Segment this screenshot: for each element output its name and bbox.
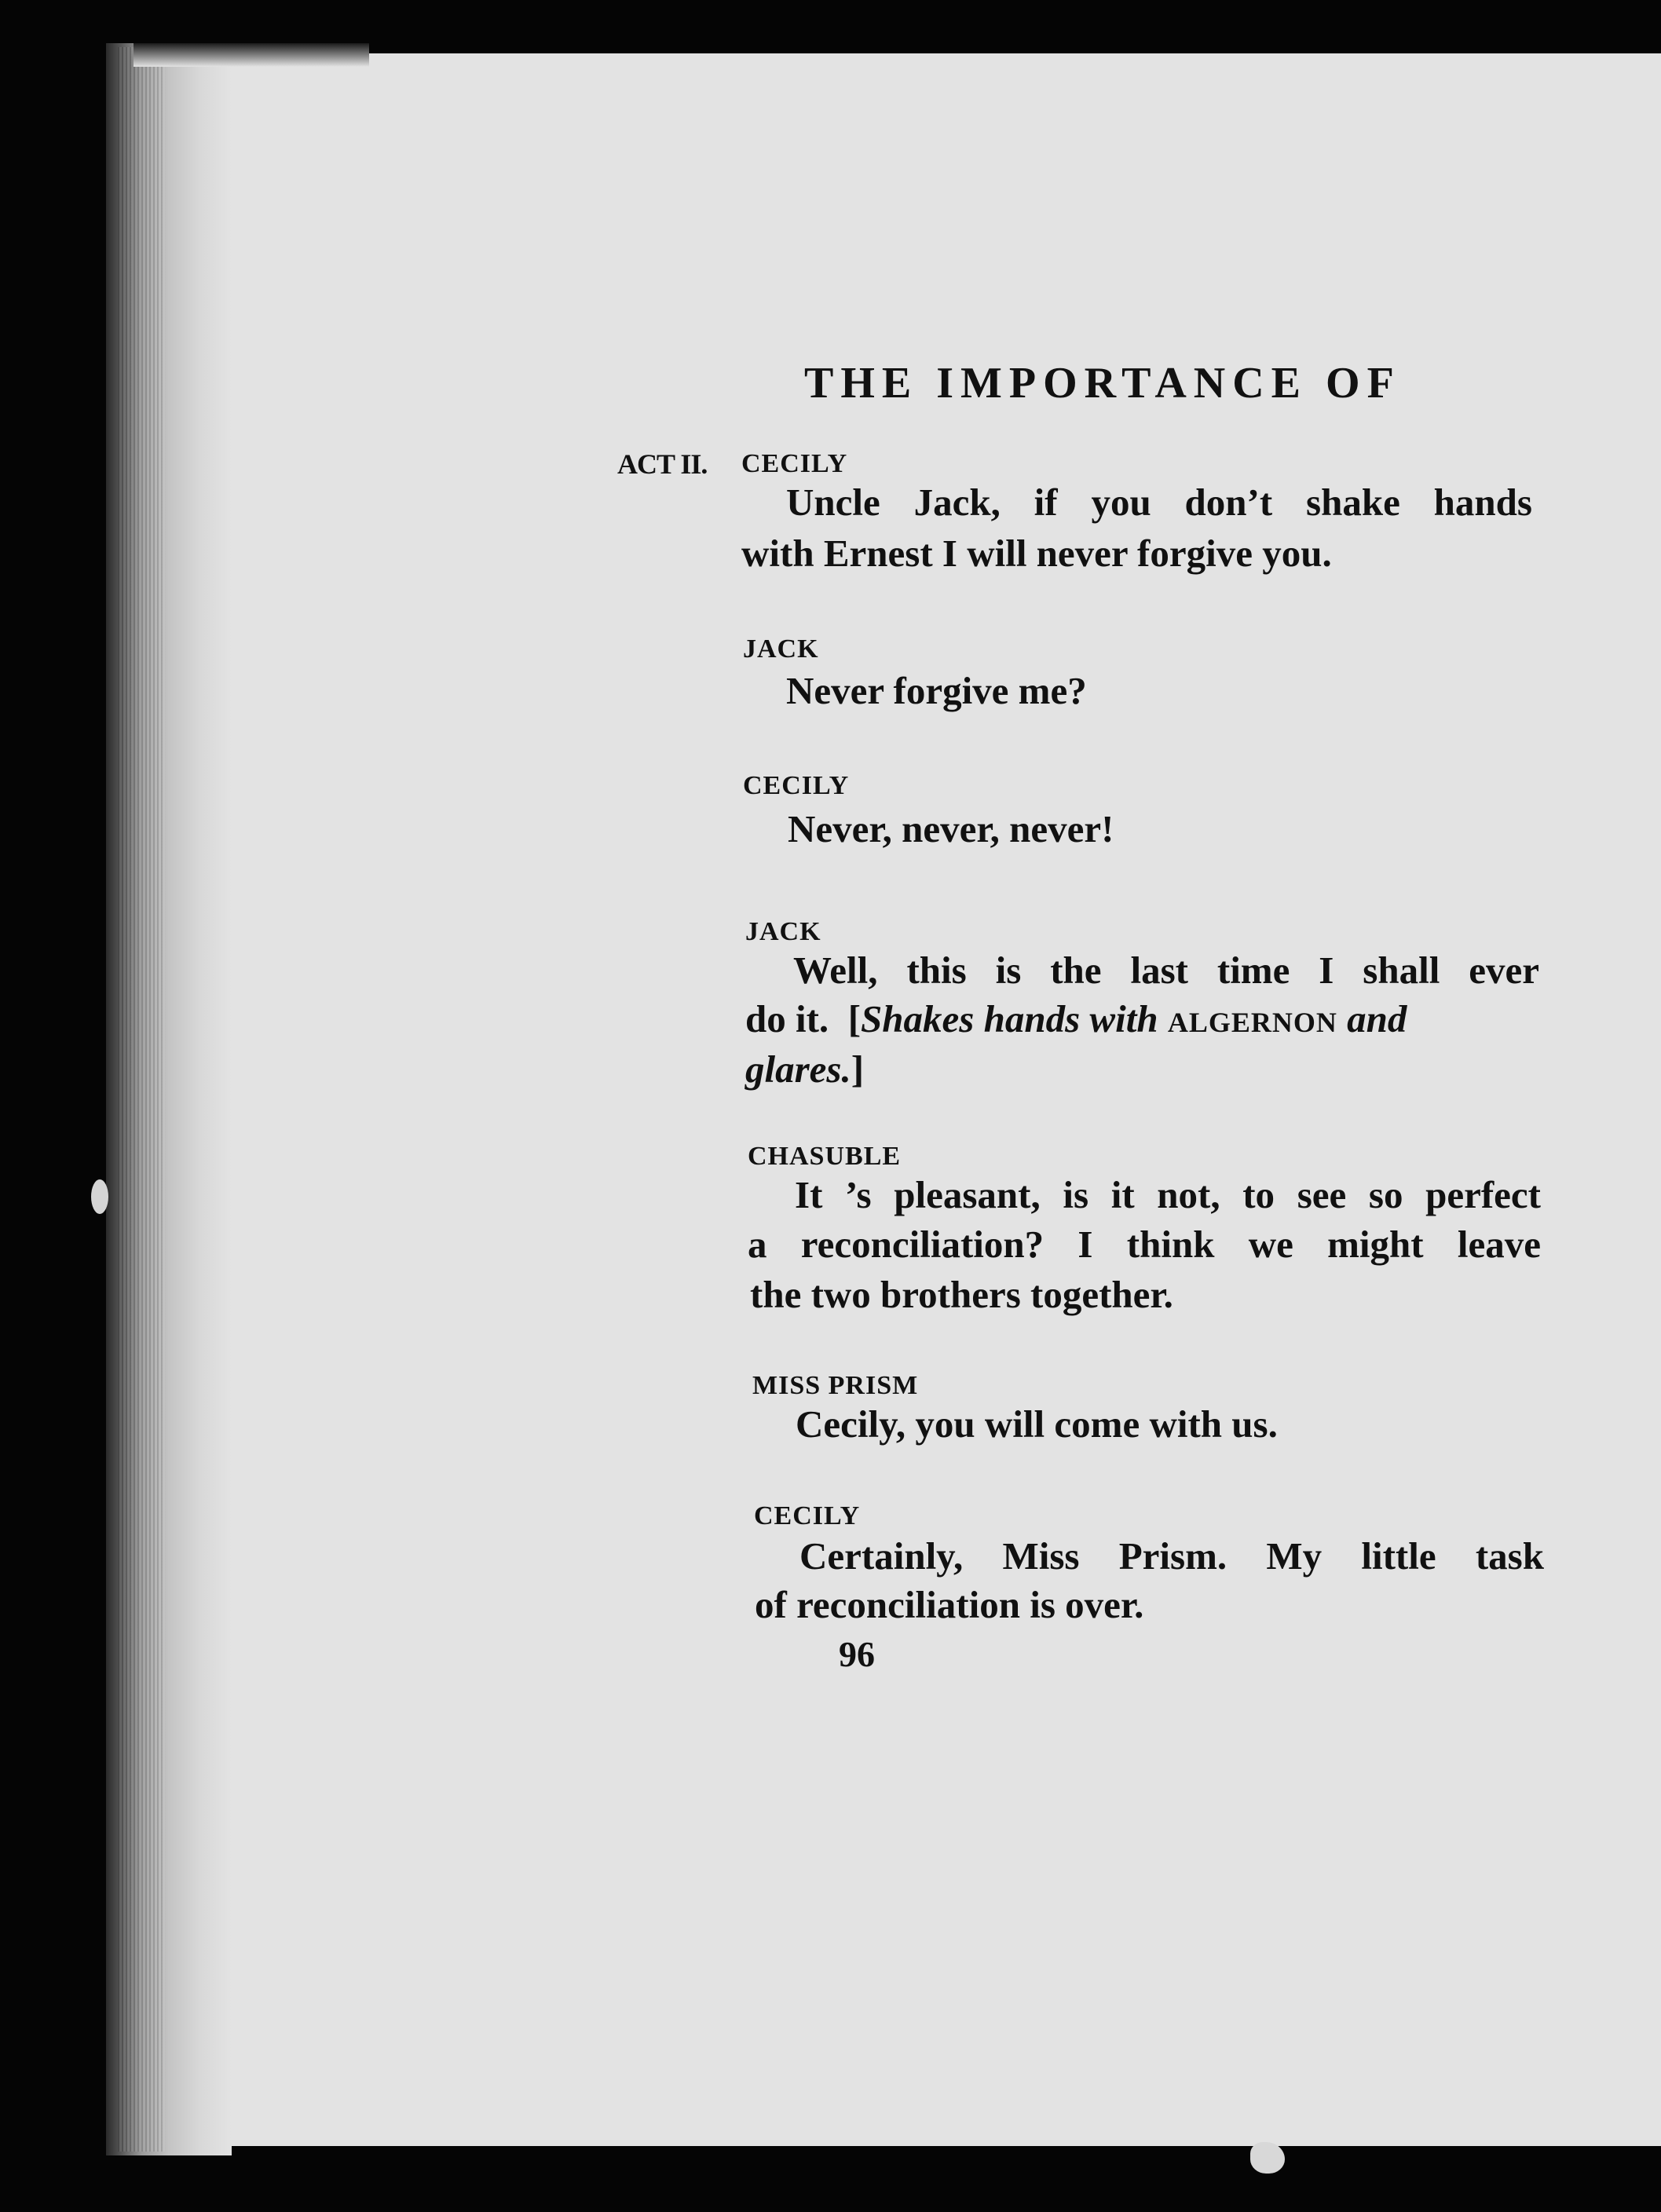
speaker-name: CECILY bbox=[743, 771, 850, 800]
speech-line: of reconciliation is over. bbox=[755, 1583, 1144, 1626]
top-binding-strip bbox=[134, 43, 369, 67]
gutter-blemish bbox=[91, 1179, 108, 1214]
speech-text: do it. bbox=[745, 997, 829, 1040]
speech-line: Never, never, never! bbox=[788, 807, 1114, 850]
page-number: 96 bbox=[839, 1634, 875, 1674]
stage-direction-text: Shakes hands with bbox=[861, 997, 1158, 1040]
speaker-name: CHASUBLE bbox=[748, 1142, 902, 1171]
speaker-name: JACK bbox=[745, 917, 821, 946]
binding-gutter-streaks bbox=[118, 47, 165, 2152]
speech-line: the two brothers together. bbox=[750, 1273, 1173, 1316]
speech-line: Never forgive me? bbox=[786, 669, 1087, 712]
speaker-name: MISS PRISM bbox=[752, 1371, 919, 1400]
stage-direction-character-name: ALGERNON bbox=[1167, 1007, 1337, 1038]
speaker-name: JACK bbox=[743, 634, 819, 664]
stage-direction-open-bracket: [ bbox=[847, 997, 862, 1040]
speech-line: Well, this is the last time I shall ever bbox=[793, 949, 1539, 992]
speech-line: a reconciliation? I think we might leave bbox=[748, 1223, 1541, 1266]
stage-direction-close-bracket: ] bbox=[851, 1048, 865, 1091]
act-label: ACT II. bbox=[617, 448, 708, 480]
speech-line: Cecily, you will come with us. bbox=[796, 1402, 1278, 1446]
speech-line: It ’s pleasant, is it not, to see so perfect bbox=[795, 1173, 1541, 1216]
speaker-name: CECILY bbox=[741, 449, 848, 478]
speech-line-with-direction bbox=[745, 994, 1407, 1048]
stage-direction-text: and bbox=[1347, 997, 1407, 1040]
speaker-name: CECILY bbox=[754, 1501, 861, 1530]
speech-line: Uncle Jack, if you don’t shake hands bbox=[786, 481, 1532, 524]
bottom-edge-speck bbox=[1250, 2142, 1285, 2174]
speech-line: with Ernest I will never forgive you. bbox=[741, 532, 1332, 575]
speech-line: Certainly, Miss Prism. My little task bbox=[799, 1534, 1544, 1578]
stage-direction-line bbox=[745, 1044, 864, 1095]
running-head: THE IMPORTANCE OF bbox=[804, 359, 1401, 408]
stage-direction-text: glares. bbox=[745, 1048, 851, 1091]
